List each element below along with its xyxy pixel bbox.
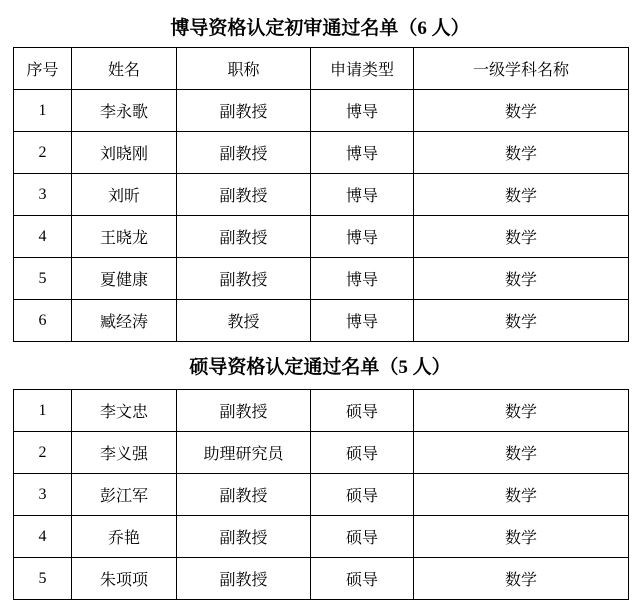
- table-row: [14, 474, 629, 516]
- name-cell: 李文忠: [72, 390, 177, 432]
- job-title-cell: 副教授: [177, 474, 311, 516]
- job-title-cell: 副教授: [177, 558, 311, 600]
- row-number-cell: 2: [14, 132, 72, 174]
- column-header-application-type: 申请类型: [311, 48, 414, 90]
- job-title-cell: 副教授: [177, 174, 311, 216]
- column-header-name: 姓名: [72, 48, 177, 90]
- table-row: [14, 300, 629, 342]
- table-row: [14, 390, 629, 432]
- row-number-cell: 3: [14, 174, 72, 216]
- discipline-cell: 数学: [414, 390, 629, 432]
- application-type-cell: 硕导: [311, 390, 414, 432]
- job-title-cell: 教授: [177, 300, 311, 342]
- column-header-index: 序号: [14, 48, 72, 90]
- name-cell: 刘昕: [72, 174, 177, 216]
- application-type-cell: 硕导: [311, 474, 414, 516]
- discipline-cell: 数学: [414, 216, 629, 258]
- discipline-cell: 数学: [414, 174, 629, 216]
- discipline-cell: 数学: [414, 90, 629, 132]
- name-cell: 王晓龙: [72, 216, 177, 258]
- row-number-cell: 5: [14, 258, 72, 300]
- name-cell: 朱项项: [72, 558, 177, 600]
- application-type-cell: 博导: [311, 132, 414, 174]
- name-cell: 彭江军: [72, 474, 177, 516]
- table-row: [14, 132, 629, 174]
- application-type-cell: 博导: [311, 216, 414, 258]
- row-number-cell: 4: [14, 516, 72, 558]
- application-type-cell: 博导: [311, 258, 414, 300]
- row-number-cell: 4: [14, 216, 72, 258]
- row-number-cell: 2: [14, 432, 72, 474]
- job-title-cell: 副教授: [177, 90, 311, 132]
- discipline-cell: 数学: [414, 432, 629, 474]
- row-number-cell: 5: [14, 558, 72, 600]
- table-row: [14, 174, 629, 216]
- job-title-cell: 副教授: [177, 516, 311, 558]
- job-title-cell: 副教授: [177, 258, 311, 300]
- discipline-cell: 数学: [414, 516, 629, 558]
- job-title-cell: 副教授: [177, 216, 311, 258]
- discipline-cell: 数学: [414, 474, 629, 516]
- name-cell: 刘晓刚: [72, 132, 177, 174]
- discipline-cell: 数学: [414, 558, 629, 600]
- table-row: [14, 432, 629, 474]
- application-type-cell: 博导: [311, 174, 414, 216]
- row-number-cell: 1: [14, 90, 72, 132]
- row-number-cell: 1: [14, 390, 72, 432]
- table-row: [14, 90, 629, 132]
- column-header-discipline: 一级学科名称: [414, 48, 629, 90]
- table-row: [14, 258, 629, 300]
- job-title-cell: 助理研究员: [177, 432, 311, 474]
- table1-title: 博导资格认定初审通过名单（6 人）: [170, 18, 470, 39]
- discipline-cell: 数学: [414, 258, 629, 300]
- name-cell: 李永歌: [72, 90, 177, 132]
- name-cell: 李义强: [72, 432, 177, 474]
- row-number-cell: 3: [14, 474, 72, 516]
- row-number-cell: 6: [14, 300, 72, 342]
- discipline-cell: 数学: [414, 132, 629, 174]
- name-cell: 臧经涛: [72, 300, 177, 342]
- job-title-cell: 副教授: [177, 390, 311, 432]
- table-row: [14, 516, 629, 558]
- job-title-cell: 副教授: [177, 132, 311, 174]
- application-type-cell: 博导: [311, 300, 414, 342]
- name-cell: 夏健康: [72, 258, 177, 300]
- name-cell: 乔艳: [72, 516, 177, 558]
- column-header-title: 职称: [177, 48, 311, 90]
- discipline-cell: 数学: [414, 300, 629, 342]
- table-row: [14, 558, 629, 600]
- table-row: [14, 216, 629, 258]
- application-type-cell: 硕导: [311, 516, 414, 558]
- master-supervisor-table: [13, 389, 629, 600]
- application-type-cell: 硕导: [311, 558, 414, 600]
- application-type-cell: 博导: [311, 90, 414, 132]
- table-header-row: [14, 48, 629, 90]
- doctoral-supervisor-table: [13, 47, 629, 342]
- table2-title: 硕导资格认定通过名单（5 人）: [189, 357, 451, 378]
- application-type-cell: 硕导: [311, 432, 414, 474]
